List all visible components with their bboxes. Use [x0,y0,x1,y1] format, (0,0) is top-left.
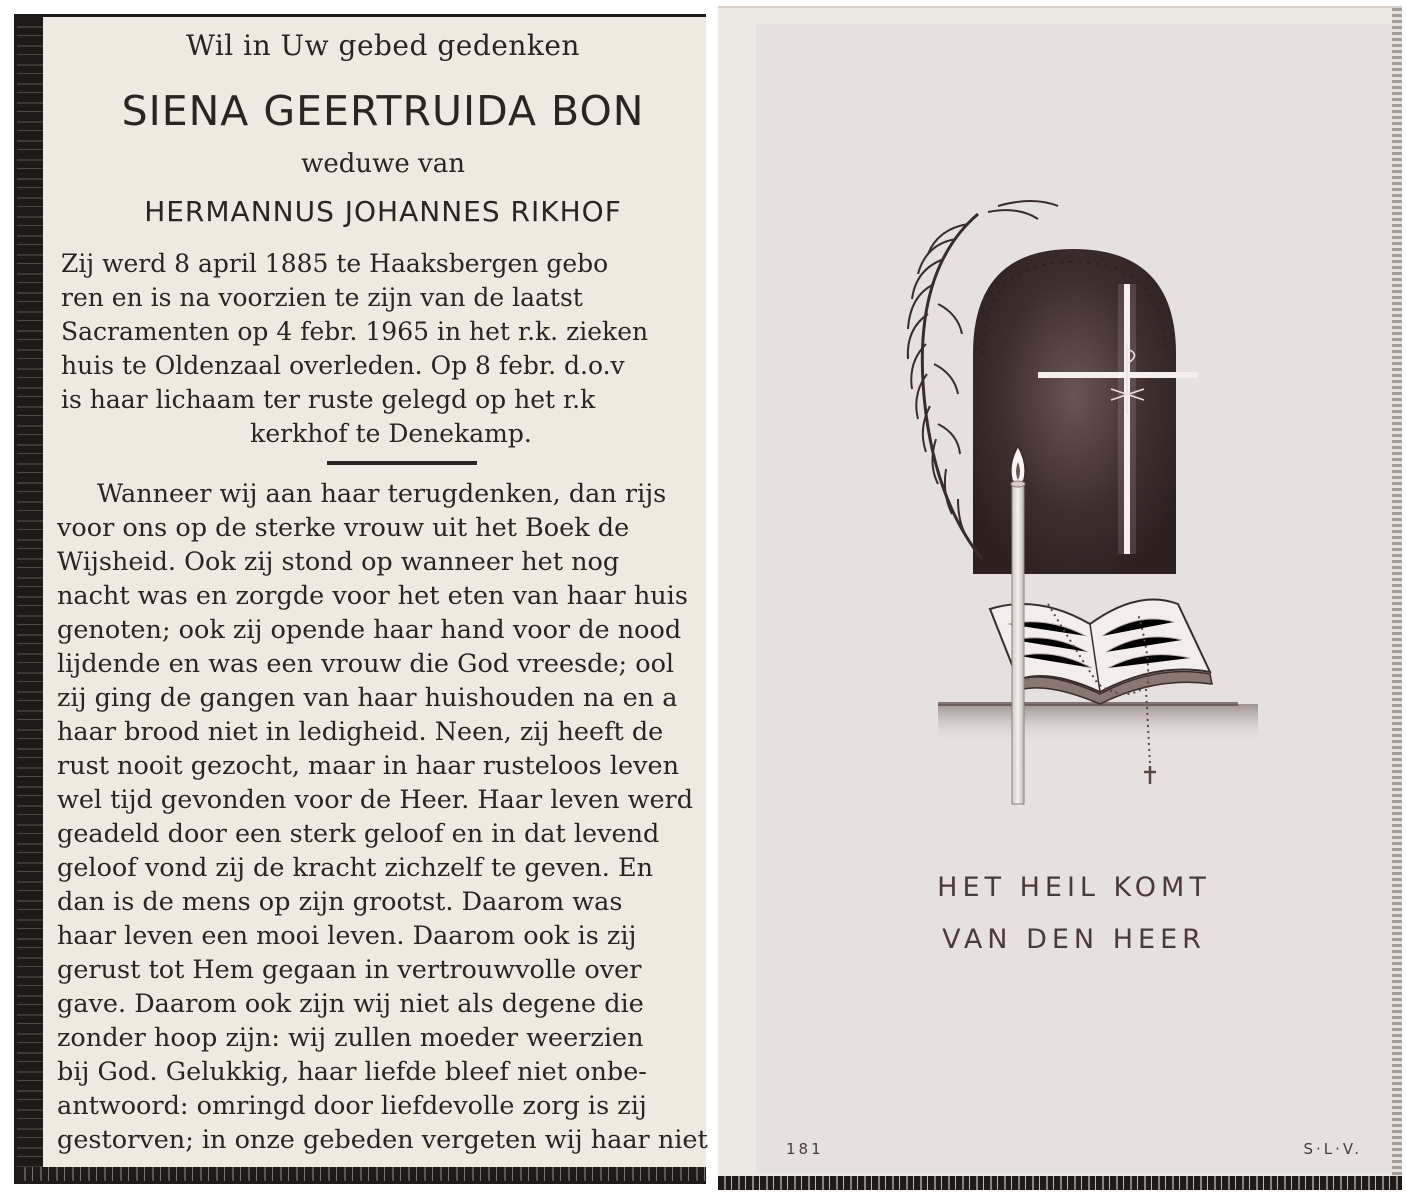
section-divider [327,461,477,465]
publisher-mark: S·L·V. [1303,1140,1362,1158]
memorial-line: antwoord: omringd door liefdevolle zorg is zij [57,1091,647,1121]
memorial-line: haar brood niet in ledigheid. Neen, zij heeft de [57,717,664,747]
card-edge-right [1392,8,1402,1190]
prayer-card-image-side [718,6,1402,1190]
card-text-content [57,17,709,1167]
husband-name: HERMANNUS JOHANNES RIKHOF [144,195,622,228]
card-edge-bottom [17,1167,706,1181]
memorial-text [57,477,721,1157]
memorial-line: gestorven; in onze gebeden vergeten wij haar niet [57,1125,708,1155]
intro-line: Wil in Uw gebed gedenken [186,29,580,62]
memorial-line: wel tijd gevonden voor de Heer. Haar leven werd [57,785,694,815]
bio-line: Sacramenten op 4 febr. 1965 in het r.k. zieken [61,317,649,346]
card-edge-left [17,17,43,1181]
memorial-line: gerust tot Hem gegaan in vertrouwvolle over [57,955,642,985]
bio-line: is haar lichaam ter ruste gelegd op het r.k [61,385,596,414]
memorial-line: nacht was en zorgde voor het eten van haar huis [57,581,688,611]
bio-line: huis te Oldenzaal overleden. Op 8 febr. d.o.v [61,351,625,380]
image-panel [756,24,1392,1174]
memorial-line: dan is de mens op zijn grootst. Daarom was [57,887,623,917]
memorial-line: Wijsheid. Ook zij stond op wanneer het nog [57,547,620,577]
motto-line-1: HET HEIL KOMT [937,872,1211,903]
deceased-name: SIENA GEERTRUIDA BON [121,87,645,135]
card-edge-bottom [718,1176,1402,1190]
bio-line: kerkhof te Denekamp. [250,419,532,448]
memorial-line: geloof vond zij de kracht zichzelf te geven. En [57,853,654,883]
memorial-line: gave. Daarom ook zijn wij niet als degene die [57,989,644,1019]
memorial-line: zij ging de gangen van haar huishouden na en a [57,683,678,713]
card-number: 181 [786,1140,824,1158]
prayer-card-text-side [14,14,706,1184]
memorial-line: bij God. Gelukkig, haar liefde bleef niet onbe- [57,1057,647,1087]
memorial-line: genoten; ook zij opende haar hand voor de nood [57,615,682,645]
biography-paragraph [61,247,721,451]
candle-cross-book-rosary-icon [898,184,1298,824]
bio-line: ren en is na voorzien te zijn van de laatst [61,283,583,312]
memorial-line: haar leven een mooi leven. Daarom ook is zij [57,921,637,951]
bio-line: Zij werd 8 april 1885 te Haaksbergen gebo [61,249,609,278]
memorial-line: Wanneer wij aan haar terugdenken, dan rijs [97,479,667,509]
memorial-line: voor ons op de sterke vrouw uit het Boek de [57,513,630,543]
memorial-line: lijdende en was een vrouw die God vreesde; ool [57,649,675,679]
memorial-line: geadeld door een sterk geloof en in dat levend [57,819,660,849]
motto-line-2: VAN DEN HEER [942,924,1206,955]
memorial-line: rust nooit gezocht, maar in haar rusteloos leven [57,751,679,781]
widow-of-line: weduwe van [301,149,465,179]
memorial-line: zonder hoop zijn: wij zullen moeder weerzien [57,1023,644,1053]
